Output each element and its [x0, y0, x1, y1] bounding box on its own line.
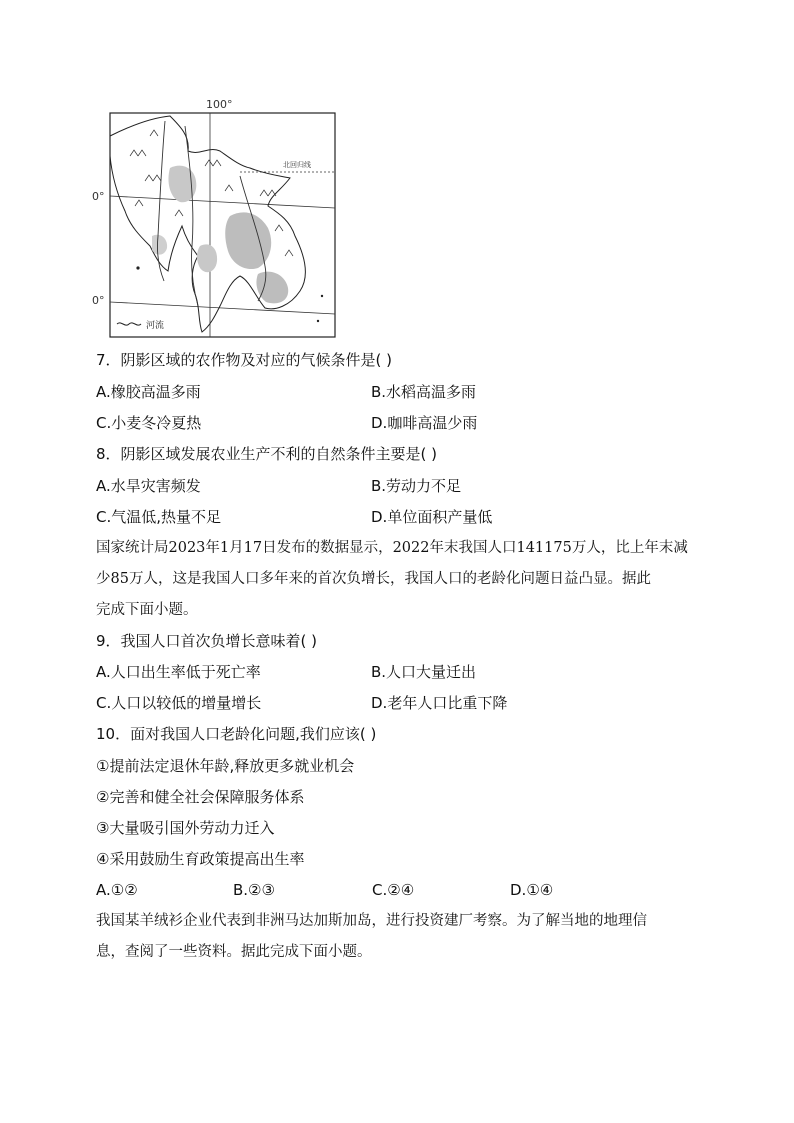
q10-option-a[interactable]: A.①②	[96, 881, 138, 899]
latitude-label-upper: 0°	[92, 190, 105, 203]
q10-statement-1: ①提前法定退休年龄,释放更多就业机会	[96, 757, 355, 775]
passage1-line1: 国家统计局2023年1月17日发布的数据显示，2022年末我国人口141175万人，比上年末减	[96, 540, 688, 556]
latitude-label-lower: 0°	[92, 294, 105, 307]
passage2-line2: 息，查阅了一些资料。据此完成下面小题。	[96, 944, 372, 960]
q9-stem: 9．我国人口首次负增长意味着( )	[96, 632, 318, 650]
q10-option-d[interactable]: D.①④	[510, 881, 554, 899]
q7-option-c[interactable]: C.小麦冬冷夏热	[96, 414, 202, 432]
q8-option-a[interactable]: A.水旱灾害频发	[96, 477, 201, 495]
q10-statement-3: ③大量吸引国外劳动力迁入	[96, 819, 275, 837]
q9-option-c[interactable]: C.人口以较低的增量增长	[96, 694, 262, 712]
q10-stem: 10．面对我国人口老龄化问题,我们应该( )	[96, 725, 377, 743]
q8-stem: 8．阴影区域发展农业生产不利的自然条件主要是( )	[96, 445, 438, 463]
island-dot	[321, 295, 323, 297]
q8-option-c[interactable]: C.气温低,热量不足	[96, 508, 222, 526]
longitude-label: 100°	[206, 98, 233, 111]
q8-option-b[interactable]: B.劳动力不足	[371, 477, 462, 495]
q7-stem: 7．阴影区域的农作物及对应的气候条件是( )	[96, 351, 393, 369]
q7-option-b[interactable]: B.水稻高温多雨	[371, 383, 477, 401]
legend-label: 河流	[146, 321, 165, 331]
q9-option-a[interactable]: A.人口出生率低于死亡率	[96, 663, 261, 681]
tropic-label: 北回归线	[283, 161, 311, 169]
q9-option-b[interactable]: B.人口大量迁出	[371, 663, 477, 681]
q7-option-a[interactable]: A.橡胶高温多雨	[96, 383, 201, 401]
island-dot	[136, 266, 139, 269]
passage1-line2: 少85万人，这是我国人口多年来的首次负增长，我国人口的老龄化问题日益凸显。据此	[96, 571, 651, 587]
q10-statement-4: ④采用鼓励生育政策提高出生率	[96, 850, 305, 868]
q10-option-c[interactable]: C.②④	[372, 881, 415, 899]
q7-option-d[interactable]: D.咖啡高温少雨	[371, 414, 478, 432]
q10-option-b[interactable]: B.②③	[233, 881, 275, 899]
q8-option-d[interactable]: D.单位面积产量低	[371, 508, 493, 526]
southeast-asia-map	[90, 96, 340, 342]
island-dot	[317, 320, 319, 322]
q9-option-d[interactable]: D.老年人口比重下降	[371, 694, 508, 712]
passage1-line3: 完成下面小题。	[96, 602, 198, 618]
passage2-line1: 我国某羊绒衫企业代表到非洲马达加斯加岛，进行投资建厂考察。为了解当地的地理信	[96, 913, 647, 929]
q10-statement-2: ②完善和健全社会保障服务体系	[96, 788, 305, 806]
